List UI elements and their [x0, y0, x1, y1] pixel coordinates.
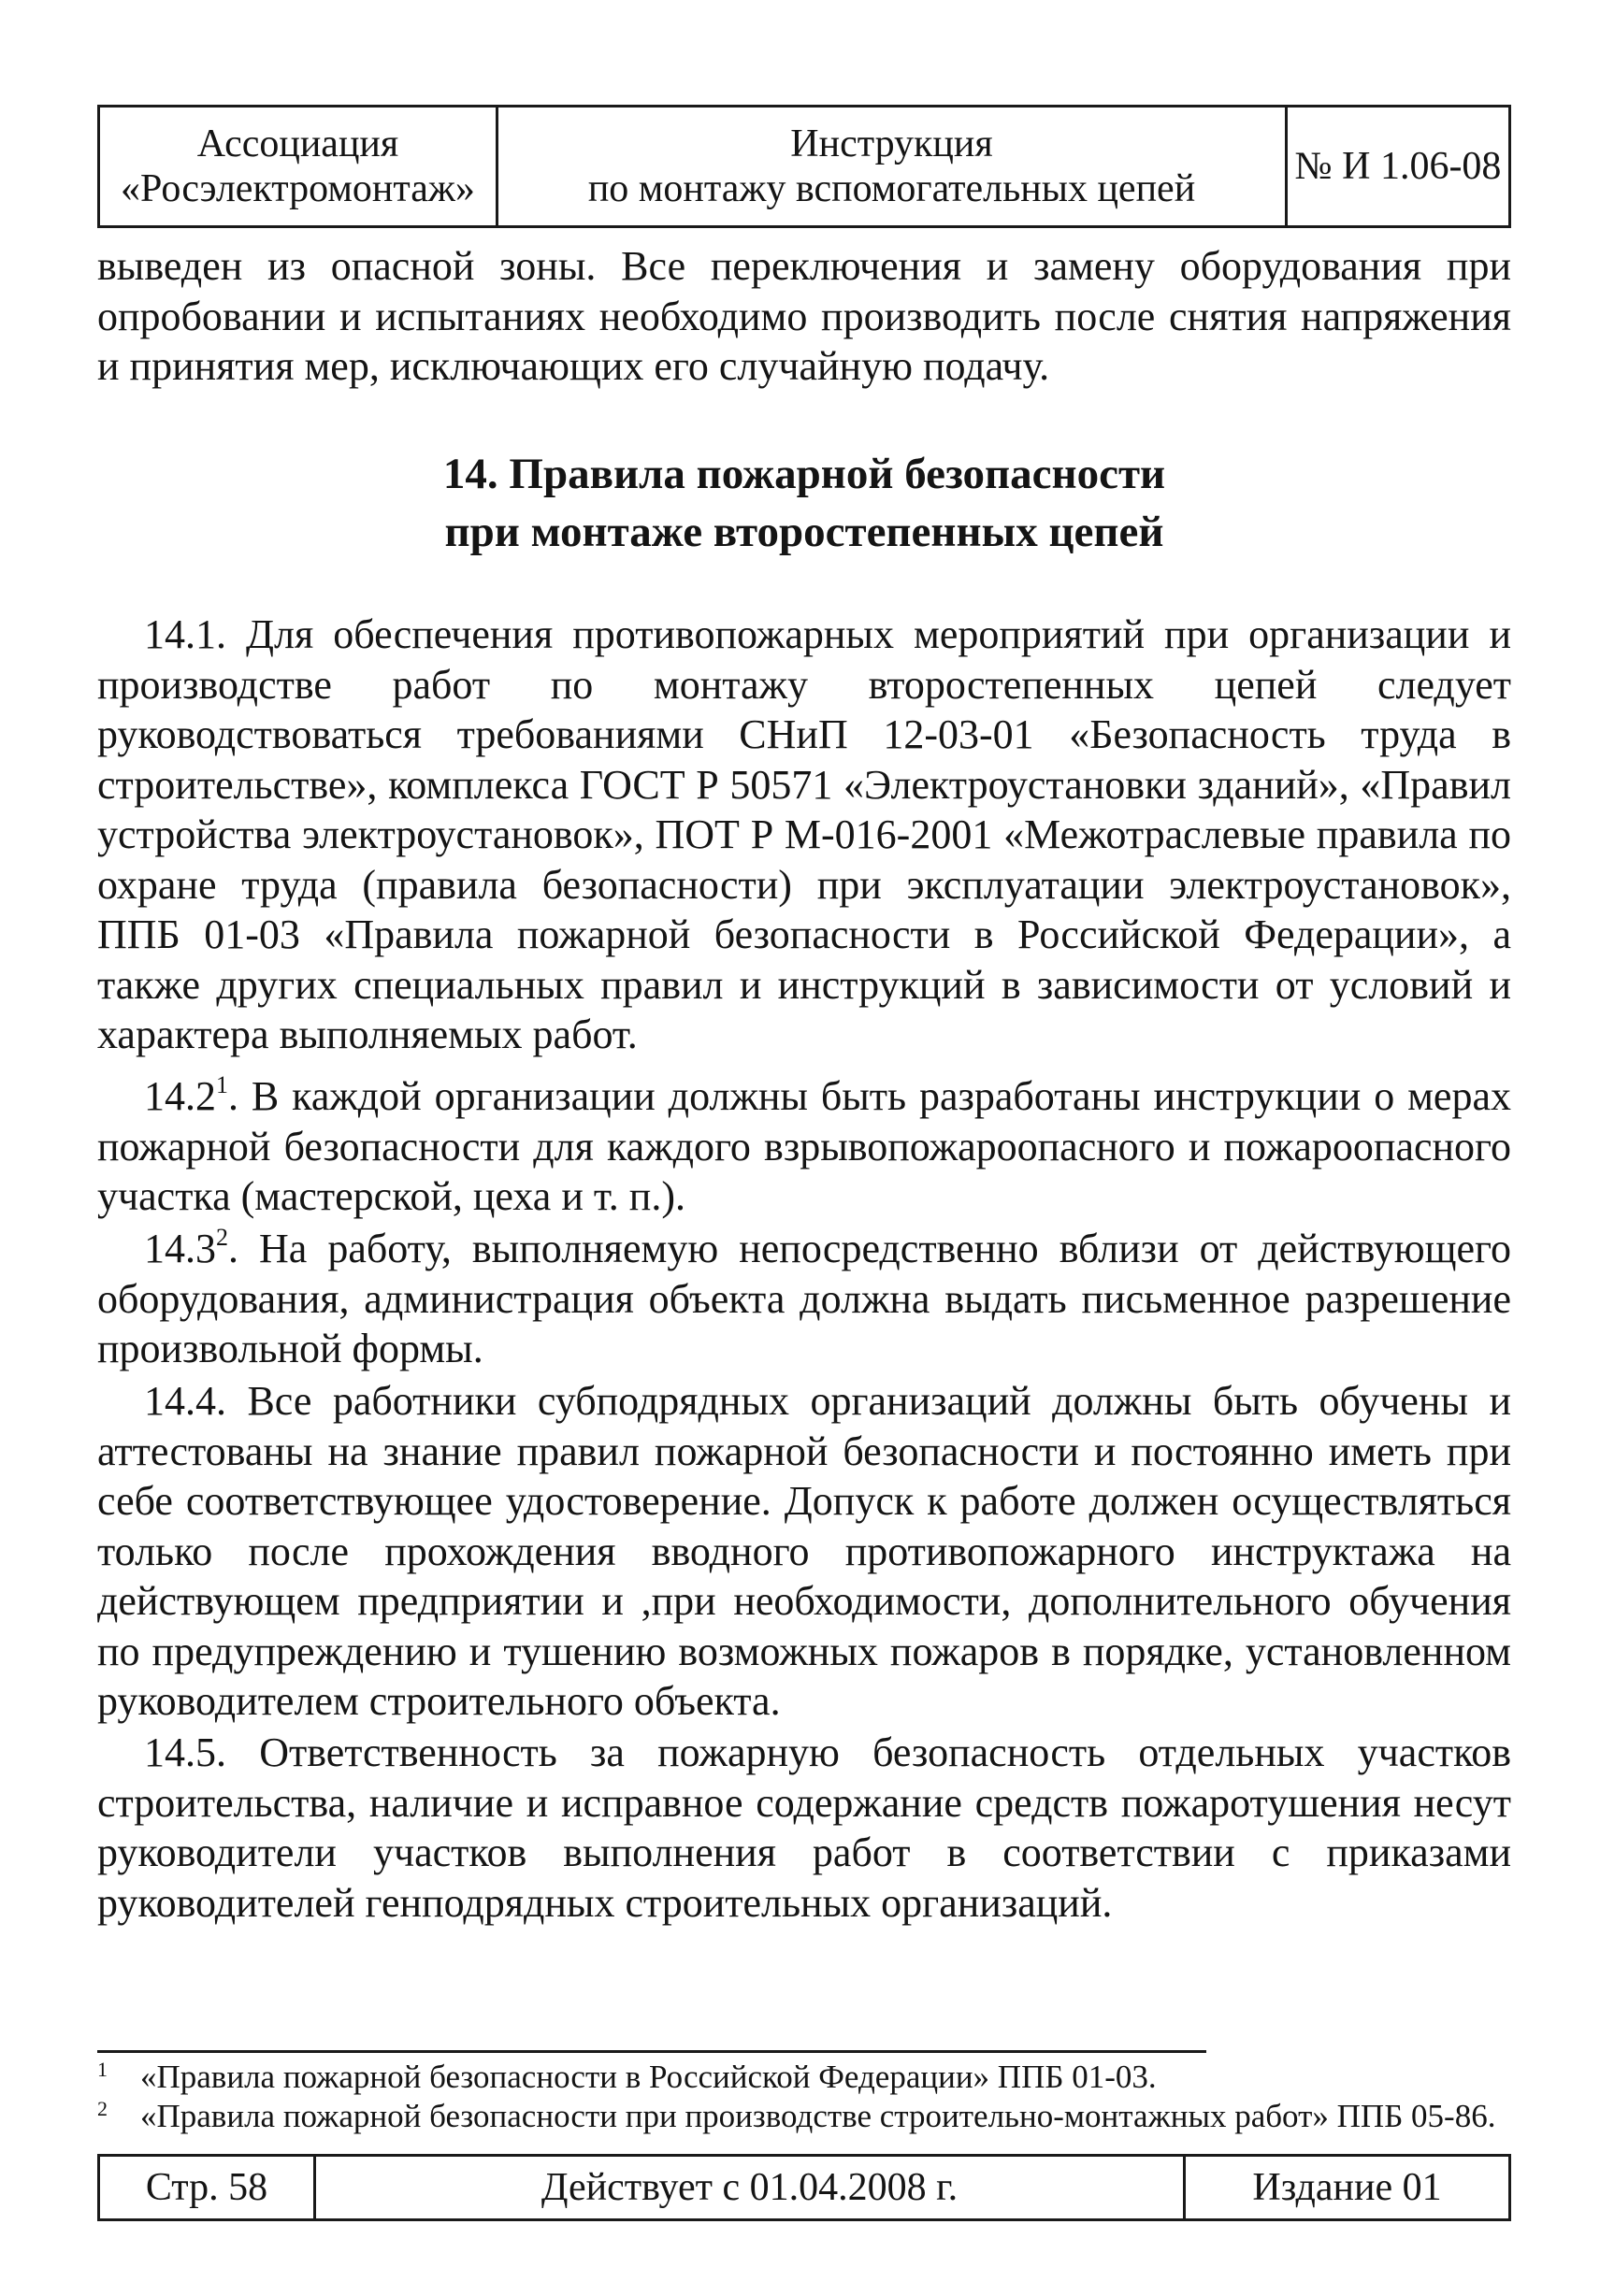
header-doc-line2: по монтажу вспомогательных цепей [587, 167, 1196, 210]
header-org-line2: «Росэлектромонтаж» [121, 167, 475, 210]
footnote-text: «Правила пожарной безопасности при производстве строительно-монтажных работ» ППБ 05-86. [140, 2098, 1496, 2134]
paragraph-text: . На работу, выполняемую непосредственно вблизи от действующего оборудования, администрация объекта должна выдать письменное разрешение произвольной формы. [97, 1226, 1511, 1371]
footnote-1 [97, 2057, 1511, 2102]
footnote-text: «Правила пожарной безопасности в Российской Федерации» ППБ 01-03. [140, 2059, 1157, 2095]
paragraph-14-1: 14.1. Для обеспечения противопожарных мероприятий при организации и производстве работ по монтажу второстепенных цепей следует руководствоваться требованиями СНиП 12-03-01 «Безопасность труда в строительстве», комплекса ГОСТ Р 50571 «Электроустановки зданий», «Правил устройства электроустановок», ПОТ Р М-016-2001 «Межотраслевые правила по охране труда (правила безопасности) при эксплуатации электроустановок», ППБ 01-03 «Правила пожарной безопасности в Российской Федерации», а также других специальных правил и инструкций в зависимости от условий и характера выполняемых работ. [97, 611, 1511, 1057]
header-document-cell [498, 108, 1288, 225]
header-doc-line1: Инструкция [790, 122, 993, 165]
section-title-line2: при монтаже второстепенных цепей [444, 508, 1164, 556]
footer-effective-date: Действует с 01.04.2008 г. [316, 2157, 1186, 2218]
header-organization-cell [100, 108, 498, 225]
paragraph-14-3 [97, 1224, 1511, 1374]
paragraph-14-5: 14.5. Ответственность за пожарную безопасность отдельных участков строительства, наличие и исправное содержание средств пожаротушения несут руководители участков выполнения работ в соответствии с приказами руководителей генподрядных строительных организаций. [97, 1729, 1511, 1926]
paragraph-number: 14.2 [144, 1073, 216, 1119]
header-doc-number: № И 1.06-08 [1294, 145, 1502, 188]
footer-edition: Издание 01 [1252, 2166, 1442, 2209]
footnote-divider [97, 2050, 1206, 2053]
paragraph-14-4: 14.4. Все работники субподрядных организаций должны быть обучены и аттестованы на знание правил пожарной безопасности и постоянно иметь при себе соответствующее удостоверение. Допуск к работе должен осуществляться только после прохождения вводного противопожарного инструктажа на действующем предприятии и ,при необходимости, дополнительного обучения по предупреждению и тушению возможных пожаров в порядке, установленном руководителем строительного объекта. [97, 1378, 1511, 1724]
section-title-line1: 14. Правила пожарной безопасности [442, 450, 1166, 498]
footnote-mark: 2 [97, 2097, 108, 2120]
footnote-2 [97, 2098, 1511, 2139]
paragraph-text: . В каждой организации должны быть разработаны инструкции о мерах пожарной безопасности для каждого взрывопожароопасного и пожароопасного участка (мастерской, цеха и т. п.). [97, 1073, 1511, 1219]
intro-paragraph: выведен из опасной зоны. Все переключения и замену оборудования при опробовании и испытаниях необходимо производить после снятия напряжения и принятия мер, исключающих его случайную подачу. [97, 243, 1511, 389]
header-org-line1: Ассоциация [196, 122, 399, 165]
header-table [97, 105, 1511, 228]
paragraph-14-2 [97, 1071, 1511, 1222]
section-title [97, 445, 1511, 561]
footer-table [97, 2154, 1511, 2221]
footnote-reference: 2 [216, 1224, 228, 1252]
footer-page-number: Стр. 58 [100, 2157, 316, 2218]
paragraph-number: 14.3 [144, 1226, 216, 1271]
footnote-mark: 1 [97, 2058, 108, 2081]
footnote-reference: 1 [216, 1071, 228, 1099]
